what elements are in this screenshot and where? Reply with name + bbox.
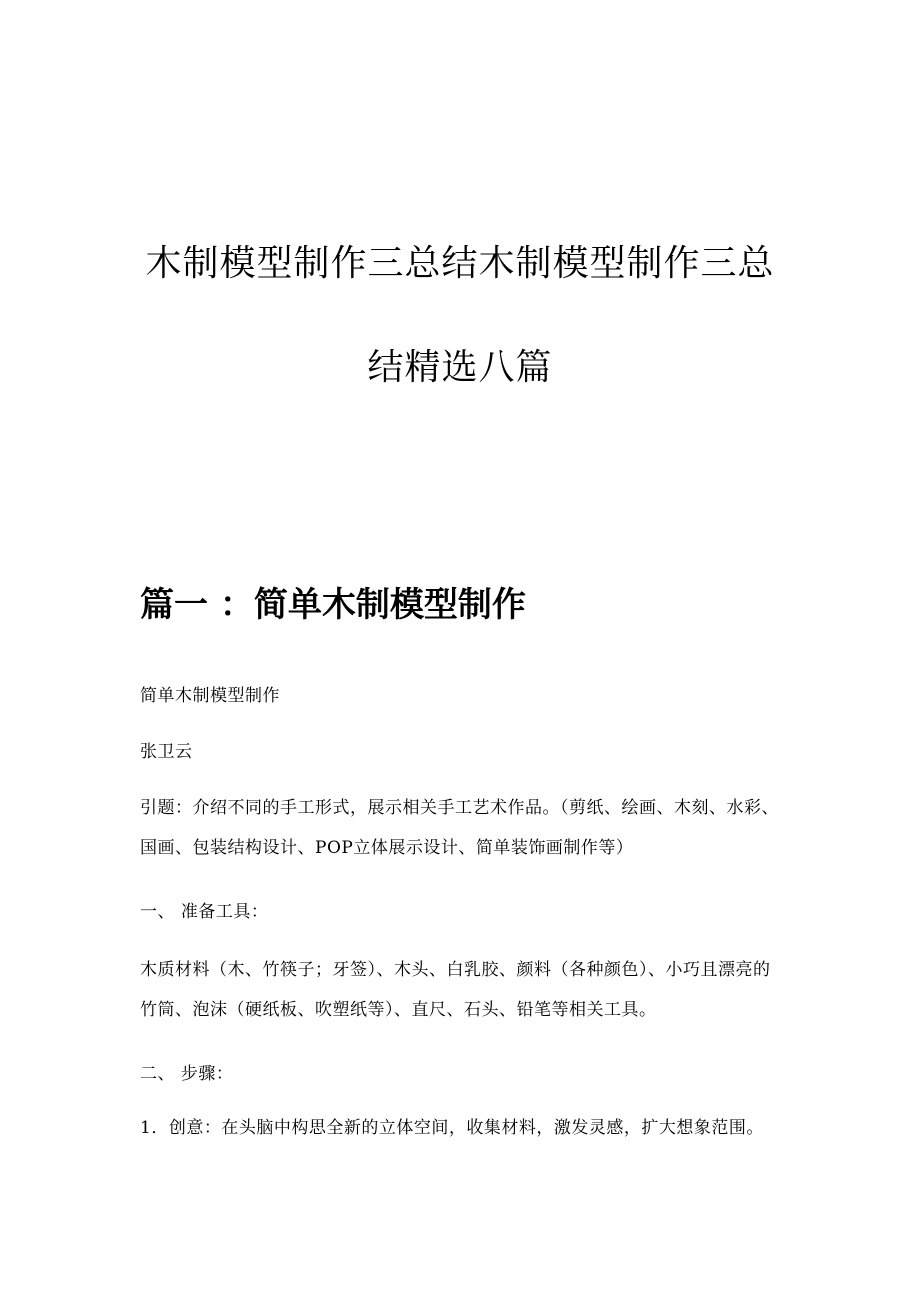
document-title xyxy=(140,212,780,420)
part-2-heading: 二、 步骤： xyxy=(140,1064,234,1084)
step-1-paragraph: 1．创意：在头脑中构思全新的立体空间，收集材料，激发灵感，扩大想象范围。 xyxy=(140,1118,764,1138)
section-heading: 篇一 ：简单木制模型制作 xyxy=(140,585,526,625)
document-title-line-2: 结精选八篇 xyxy=(367,347,553,388)
document-title-line-1: 木制模型制作三总结木制模型制作三总 xyxy=(145,243,775,284)
materials-paragraph: 木质材料（木、竹筷子；牙签）、木头、白乳胶、颜料（各种颜色）、小巧且漂亮的竹筒、泡沫（硬纸板、吹塑纸等）、直尺、石头、铅笔等相关工具。 xyxy=(140,960,771,1020)
section-subtitle: 简单木制模型制作 xyxy=(140,686,280,706)
intro-paragraph: 引题：介绍不同的手工形式，展示相关手工艺术作品。（剪纸、绘画、木刻、水彩、国画、包装结构设计、POP立体展示设计、简单装饰画制作等） xyxy=(140,798,779,858)
part-1-heading: 一、 准备工具： xyxy=(140,902,269,922)
author-name: 张卫云 xyxy=(140,742,193,762)
